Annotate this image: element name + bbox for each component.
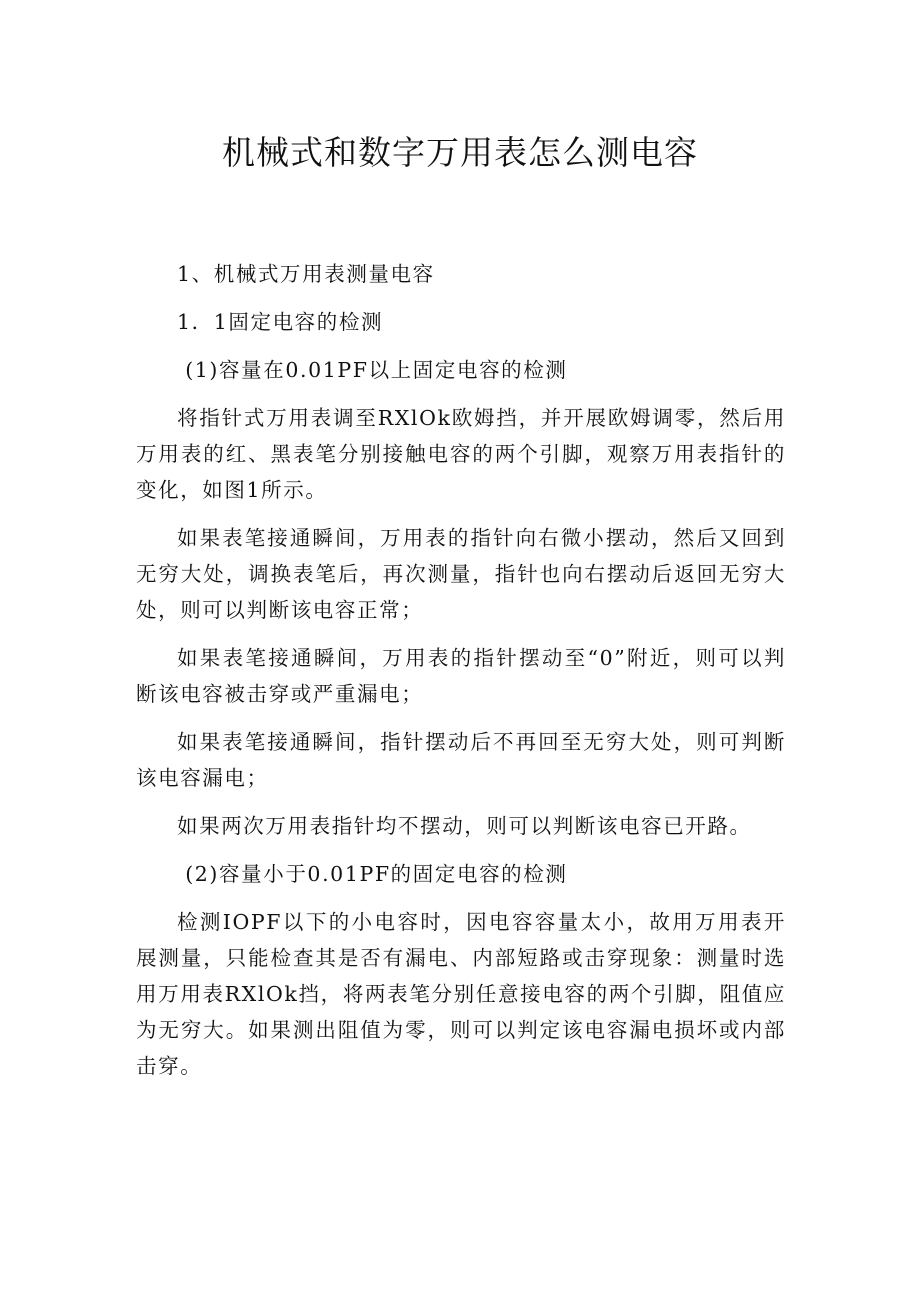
item-heading-below-0-01pf: (2)容量小于0.01PF的固定电容的检测 [185, 862, 568, 886]
paragraph-breakdown-result: 如果表笔接通瞬间，万用表的指针摆动至“0”附近，则可以判断该电容被击穿或严重漏电； [136, 646, 786, 706]
page-title: 机械式和数字万用表怎么测电容 [222, 133, 698, 172]
paragraph-leakage-result: 如果表笔接通瞬间，指针摆动后不再回至无穷大处，则可判断该电容漏电； [136, 730, 786, 790]
subsection-heading-fixed-capacitor: 1．1固定电容的检测 [177, 310, 384, 334]
section-heading-mechanical-multimeter: 1、机械式万用表测量电容 [177, 262, 435, 286]
paragraph-procedure: 将指针式万用表调至RXlOk欧姆挡，并开展欧姆调零，然后用万用表的红、黑表笔分别接触电容的两个引脚，观察万用表指针的变化，如图1所示。 [136, 406, 786, 502]
document-body [136, 256, 786, 1096]
item-heading-above-0-01pf: (1)容量在0.01PF以上固定电容的检测 [185, 358, 568, 382]
paragraph-small-capacitor-procedure: 检测IOPF以下的小电容时，因电容容量太小，故用万用表开展测量，只能检查其是否有漏电、内部短路或击穿现象：测量时选用万用表RXlOk挡，将两表笔分别任意接电容的两个引脚，阻值应为无穷大。如果测出阻值为零，则可以判定该电容漏电损坏或内部击穿。 [136, 910, 786, 1078]
paragraph-normal-result: 如果表笔接通瞬间，万用表的指针向右微小摆动，然后又回到无穷大处，调换表笔后，再次测量，指针也向右摆动后返回无穷大处，则可以判断该电容正常； [136, 526, 786, 622]
paragraph-open-circuit-result: 如果两次万用表指针均不摆动，则可以判断该电容已开路。 [177, 814, 752, 838]
